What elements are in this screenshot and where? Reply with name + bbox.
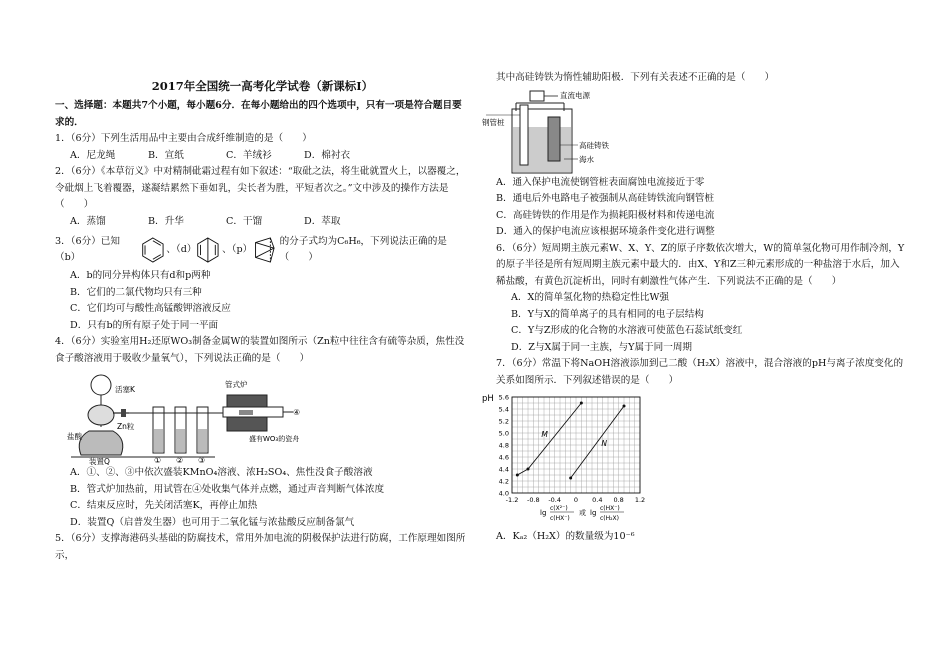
x-tick-label: 0.4 bbox=[592, 496, 603, 504]
y-tick-label: 5.4 bbox=[498, 405, 509, 414]
y-tick-label: 4.0 bbox=[498, 489, 509, 498]
x-tick-label: -1.2 bbox=[505, 496, 519, 504]
q2-option-a[interactable]: A．蒸馏 bbox=[70, 215, 106, 227]
label-device: 装置Q bbox=[89, 457, 110, 465]
q2-options bbox=[55, 214, 470, 231]
q2-stem: 2．（6分）《本草衍义》中对精制砒霜过程有如下叙述：“取砒之法，将生砒就置火上，以器覆之，令砒烟上飞着覆器，遂凝结累然下垂如乳，尖长者为胜，平短者次之。”文中涉及的操作方法是（ ） bbox=[55, 166, 466, 210]
label-pile: 钢管桩 bbox=[482, 117, 505, 127]
section-heading: 一、选择题：本题共7个小题，每小题6分．在每小题给出的四个选项中，只有一项是符合题目要求的． bbox=[55, 100, 462, 128]
y-tick-label: 4.8 bbox=[498, 441, 509, 450]
q1-option-c[interactable]: C．羊绒衫 bbox=[226, 149, 272, 161]
question-3 bbox=[55, 232, 470, 334]
x-tick-label: 1.2 bbox=[634, 496, 646, 504]
q4-option-b[interactable]: B．管式炉加热前，用试管在④处收集气体并点燃，通过声音判断气体浓度 bbox=[70, 483, 385, 495]
q7-chart bbox=[482, 389, 906, 529]
label-furnace: 管式炉 bbox=[225, 380, 248, 389]
question-2 bbox=[55, 164, 470, 230]
question-1 bbox=[55, 131, 470, 164]
apparatus-diagram bbox=[67, 367, 307, 465]
data-point-M bbox=[527, 468, 530, 471]
q6-option-a[interactable]: A．X的简单氢化物的热稳定性比W强 bbox=[511, 292, 669, 303]
q2-option-d[interactable]: D．萃取 bbox=[304, 215, 341, 227]
xlabel-num1: c(X²⁻) bbox=[550, 505, 568, 512]
q3-option-c[interactable]: C．它们均可与酸性高锰酸钾溶液反应 bbox=[70, 303, 231, 314]
series-label-M: M bbox=[541, 430, 548, 439]
question-4 bbox=[55, 334, 470, 531]
label-n2: ② bbox=[176, 456, 184, 465]
label-n1: ① bbox=[154, 456, 162, 465]
q3-stem-post: 的分子式均为C₆H₆，下列说法正确的是（ ） bbox=[279, 235, 447, 263]
q5-option-d[interactable]: D．通入的保护电流应该根据环境条件变化进行调整 bbox=[496, 226, 715, 237]
x-tick-label: -0.8 bbox=[526, 496, 540, 504]
y-tick-label: 4.6 bbox=[498, 453, 509, 462]
series-label-N: N bbox=[601, 439, 607, 448]
q3-stem-pre: 3．（6分）已知（b） bbox=[55, 235, 120, 263]
q1-option-d[interactable]: D．棉衬衣 bbox=[304, 149, 351, 161]
q3-option-a[interactable]: A．b的同分异构体只有d和p两种 bbox=[70, 270, 211, 281]
y-tick-label: 4.4 bbox=[498, 465, 509, 474]
q2-option-b[interactable]: B．升华 bbox=[148, 215, 184, 227]
y-tick-label: 4.2 bbox=[498, 477, 509, 486]
x-tick-label: -0.4 bbox=[548, 496, 562, 504]
q6-option-c[interactable]: C．Y与Z形成的化合物的水溶液可使蓝色石蕊试纸变红 bbox=[511, 325, 743, 336]
q5-corrosion-figure bbox=[482, 87, 906, 175]
x-tick-label: 0 bbox=[573, 496, 579, 504]
ph-chart-svg bbox=[482, 389, 682, 529]
data-point-M bbox=[516, 474, 519, 477]
exam-title: 2017年全国统一高考化学试卷（新课标Ⅰ） bbox=[151, 79, 374, 93]
q4-option-d[interactable]: D．装置Q（启普发生器）也可用于二氧化锰与浓盐酸反应制备氯气 bbox=[70, 516, 355, 528]
q3-option-b[interactable]: B．它们的二氯代物均只有三种 bbox=[70, 286, 202, 298]
q4-option-a[interactable]: A．①、②、③中依次盛装KMnO₄溶液、浓H₂SO₄、焦性没食子酸溶液 bbox=[70, 467, 373, 478]
q1-option-b[interactable]: B．宣纸 bbox=[148, 149, 184, 161]
xlabel-or: 或 bbox=[579, 509, 586, 517]
q7-option-a[interactable]: A．Kₐ₂（H₂X）的数量级为10⁻⁶ bbox=[496, 531, 635, 542]
q3-stem-d: 、（d） bbox=[166, 243, 197, 255]
q3-stem bbox=[55, 232, 470, 268]
q1-option-a[interactable]: A．尼龙绳 bbox=[70, 149, 116, 161]
q3-option-d[interactable]: D．只有b的所有原子处于同一平面 bbox=[70, 319, 219, 331]
q5-option-a[interactable]: A．通入保护电流使钢管桩表面腐蚀电流接近于零 bbox=[496, 176, 705, 188]
q6-option-b[interactable]: B．Y与X的简单离子的具有相同的电子层结构 bbox=[511, 308, 704, 320]
q4-option-c[interactable]: C．结束反应时，先关闭活塞K，再停止加热 bbox=[70, 500, 258, 511]
label-valve: 活塞K bbox=[115, 385, 135, 394]
xlabel-den2: c(H₂X) bbox=[600, 515, 620, 522]
data-point-N bbox=[623, 405, 626, 408]
y-tick-label: 5.0 bbox=[498, 429, 509, 438]
question-6 bbox=[496, 241, 906, 357]
q4-stem: 4．（6分）实验室用H₂还原WO₃制备金属W的装置如图所示（Zn粒中往往含有硫等杂质，焦性没食子酸溶液用于吸收少量氧气），下列说法正确的是（ ） bbox=[55, 336, 465, 364]
data-point-N bbox=[569, 477, 572, 480]
prismane-structure-icon bbox=[250, 234, 280, 266]
label-iron: 高硅铸铁 bbox=[579, 140, 609, 150]
q4-apparatus-figure bbox=[55, 367, 470, 465]
label-acid: 盐酸 bbox=[67, 432, 82, 441]
label-boat: 盛有WO₃的瓷舟 bbox=[249, 435, 300, 443]
q6-stem: 6．（6分）短周期主族元素W、X、Y、Z的原子序数依次增大，W的简单氢化物可用作制冷剂，Y的原子半径是所有短周期主族元素中最大的．由X、Y和Z三种元素形成的一种盐溶于水后，加入稀盐酸，有黄色沉淀析出，同时有刺激性气体产生．下列说法不正确的是（ ） bbox=[496, 242, 905, 287]
xlabel-den1: c(HX⁻) bbox=[550, 515, 570, 522]
q5-option-b[interactable]: B．通电后外电路电子被强制从高硅铸铁流向钢管桩 bbox=[496, 193, 715, 204]
xlabel-num2: c(HX⁻) bbox=[600, 505, 620, 512]
q3-stem-p: 、（p） bbox=[222, 243, 253, 255]
label-power: 直流电源 bbox=[560, 90, 590, 100]
q5-stem-cont: 其中高硅铸铁为惰性辅助阳极．下列有关表述不正确的是（ ） bbox=[496, 72, 775, 83]
benzene-structure-icon bbox=[139, 235, 167, 265]
xlabel-lg-1: lg bbox=[540, 509, 547, 517]
q7-stem: 7．（6分）常温下将NaOH溶液添加到己二酸（H₂X）溶液中，混合溶液的pH与离子浓度变化的关系如图所示．下列叙述错误的是（ ） bbox=[496, 358, 904, 386]
label-sea: 海水 bbox=[579, 154, 594, 164]
label-n3: ③ bbox=[198, 456, 206, 465]
q5-option-c[interactable]: C．高硅铸铁的作用是作为损耗阳极材料和传递电流 bbox=[496, 209, 715, 221]
xlabel-lg-2: lg bbox=[590, 509, 597, 517]
q5-stem: 5．（6分）支撑海港码头基础的防腐技术，常用外加电流的阴极保护法进行防腐，工作原理如图所示， bbox=[55, 533, 466, 561]
y-tick-label: 5.2 bbox=[498, 417, 509, 426]
dewar-benzene-structure-icon bbox=[194, 235, 222, 265]
question-5-start bbox=[55, 531, 470, 564]
q1-options bbox=[55, 148, 470, 165]
label-zn: Zn粒 bbox=[117, 422, 135, 431]
y-tick-label: 5.6 bbox=[498, 393, 509, 402]
x-tick-label: 0.8 bbox=[613, 496, 624, 504]
q1-stem: 1．（6分）下列生活用品中主要由合成纤维制造的是（ ） bbox=[55, 133, 312, 144]
chart-ylabel: pH bbox=[482, 394, 494, 404]
q2-option-c[interactable]: C．干馏 bbox=[226, 215, 263, 227]
right-column bbox=[482, 70, 906, 546]
chart-xlabel bbox=[540, 505, 624, 522]
data-point-M bbox=[580, 402, 583, 405]
corrosion-diagram bbox=[482, 87, 682, 175]
q6-option-d[interactable]: D．Z与X属于同一主族，与Y属于同一周期 bbox=[511, 341, 693, 353]
left-column bbox=[55, 0, 470, 564]
label-n4: ④ bbox=[293, 408, 301, 417]
question-7 bbox=[482, 356, 906, 546]
